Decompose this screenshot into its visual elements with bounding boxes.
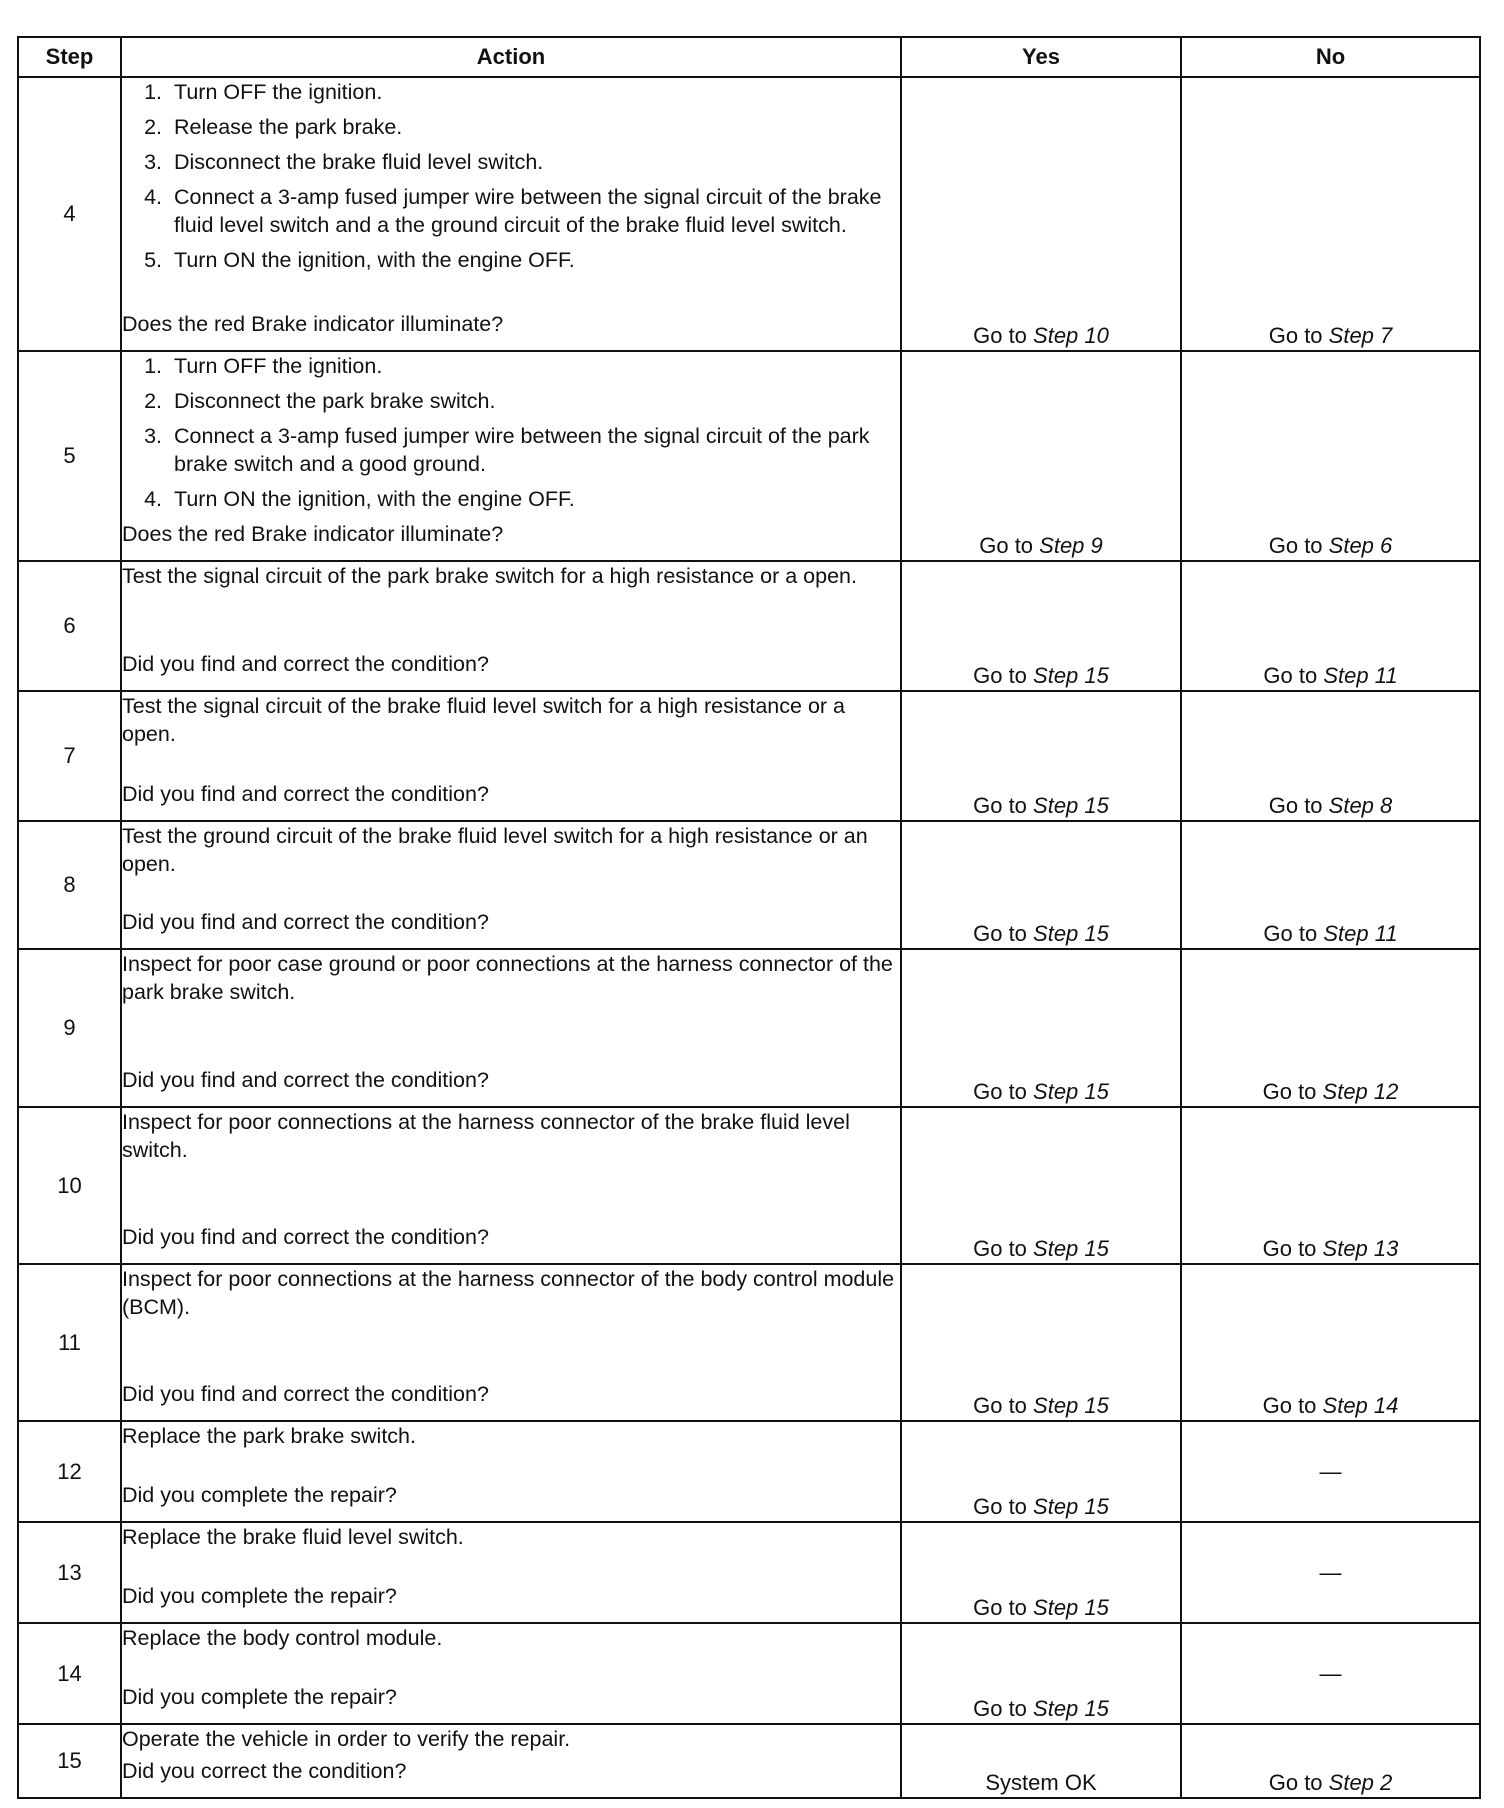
- action-description: Operate the vehicle in order to verify the repair.: [122, 1727, 571, 1751]
- action-description: Test the ground circuit of the brake fluid level switch for a high resistance or an open.: [122, 824, 868, 876]
- no-dash: —: [1319, 1660, 1342, 1686]
- goto-prefix: Go to: [979, 533, 1040, 558]
- action-body: [122, 352, 900, 520]
- procedure-item: 2. Release the park brake.: [168, 113, 900, 141]
- goto-prefix: Go to: [973, 1393, 1034, 1418]
- answer-text: System OK: [985, 1770, 1097, 1795]
- no-dash: —: [1319, 1559, 1342, 1585]
- action-description: Test the signal circuit of the park brake switch for a high resistance or a open.: [122, 564, 857, 588]
- step-number: 8: [18, 821, 121, 949]
- action-description: Replace the brake fluid level switch.: [122, 1525, 464, 1549]
- yes-cell: [901, 1421, 1181, 1522]
- action-body: [122, 78, 900, 281]
- action-cell: [121, 1107, 901, 1264]
- step-reference: Step 11: [1323, 921, 1398, 946]
- action-cell: [121, 821, 901, 949]
- step-number: 7: [18, 691, 121, 821]
- step-number: 12: [18, 1421, 121, 1522]
- yes-cell: [901, 1107, 1181, 1264]
- no-cell: [1181, 821, 1480, 949]
- step-reference: Step 15: [1033, 663, 1109, 688]
- action-description: Test the signal circuit of the brake fluid level switch for a high resistance or a open.: [122, 694, 845, 746]
- action-body: [122, 1624, 900, 1652]
- action-content: [122, 822, 900, 936]
- step-reference: Step 12: [1322, 1079, 1399, 1104]
- procedure-item: 2. Disconnect the park brake switch.: [168, 387, 900, 415]
- no-cell: [1181, 1623, 1480, 1724]
- action-question: Did you complete the repair?: [122, 1584, 397, 1608]
- action-body: [122, 1422, 900, 1450]
- no-cell: [1181, 1421, 1480, 1522]
- goto-prefix: Go to: [1268, 1770, 1329, 1795]
- goto-prefix: Go to: [973, 1696, 1034, 1721]
- step-reference: Step 15: [1033, 1393, 1109, 1418]
- procedure-item: 3. Disconnect the brake fluid level switch.: [168, 148, 900, 176]
- action-body: [122, 562, 900, 590]
- action-description: Inspect for poor case ground or poor connections at the harness connector of the park brake switch.: [122, 952, 893, 1004]
- header-action: Action: [121, 37, 901, 77]
- step-row-7: [18, 691, 1480, 821]
- step-row-10: [18, 1107, 1480, 1264]
- action-content: [122, 1725, 900, 1785]
- action-cell: [121, 1264, 901, 1421]
- action-body: [122, 950, 900, 1006]
- action-cell: [121, 561, 901, 691]
- procedure-item: 4. Turn ON the ignition, with the engine OFF.: [168, 485, 900, 513]
- goto-prefix: Go to: [1268, 323, 1329, 348]
- action-description: Replace the body control module.: [122, 1626, 443, 1650]
- no-cell: [1181, 1264, 1480, 1421]
- step-row-15: [18, 1724, 1480, 1798]
- header-row: [18, 37, 1480, 77]
- action-body: [122, 1108, 900, 1164]
- header-step: Step: [18, 37, 121, 77]
- goto-prefix: Go to: [1262, 1393, 1323, 1418]
- goto-prefix: Go to: [973, 921, 1034, 946]
- procedure-item: 1. Turn OFF the ignition.: [168, 352, 900, 380]
- action-cell: [121, 77, 901, 351]
- step-reference: Step 14: [1322, 1393, 1399, 1418]
- action-cell: [121, 1421, 901, 1522]
- action-question: Did you complete the repair?: [122, 1483, 397, 1507]
- yes-cell: [901, 1724, 1181, 1798]
- yes-cell: [901, 949, 1181, 1107]
- action-question: Did you find and correct the condition?: [122, 782, 489, 806]
- goto-prefix: Go to: [973, 1236, 1034, 1261]
- step-reference: Step 15: [1033, 921, 1109, 946]
- goto-prefix: Go to: [1263, 663, 1324, 688]
- header-no: No: [1181, 37, 1480, 77]
- goto-prefix: Go to: [1268, 533, 1329, 558]
- procedure-list: [122, 352, 900, 513]
- action-content: [122, 1265, 900, 1408]
- step-reference: Step 15: [1033, 1079, 1109, 1104]
- step-reference: Step 8: [1328, 793, 1393, 818]
- procedure-item: 5. Turn ON the ignition, with the engine OFF.: [168, 246, 900, 274]
- goto-prefix: Go to: [973, 1494, 1034, 1519]
- action-cell: [121, 1522, 901, 1623]
- no-dash: —: [1319, 1458, 1342, 1484]
- goto-prefix: Go to: [973, 323, 1034, 348]
- step-number: 11: [18, 1264, 121, 1421]
- step-number: 13: [18, 1522, 121, 1623]
- no-cell: [1181, 561, 1480, 691]
- step-reference: Step 10: [1033, 323, 1109, 348]
- step-row-6: [18, 561, 1480, 691]
- action-content: [122, 1624, 900, 1711]
- yes-cell: [901, 821, 1181, 949]
- step-reference: Step 6: [1328, 533, 1393, 558]
- action-body: [122, 692, 900, 748]
- goto-prefix: Go to: [1268, 793, 1329, 818]
- step-row-8: [18, 821, 1480, 949]
- step-number: 4: [18, 77, 121, 351]
- goto-prefix: Go to: [1263, 921, 1324, 946]
- action-question: Did you complete the repair?: [122, 1685, 397, 1709]
- action-content: [122, 1108, 900, 1251]
- diagnostic-table: [17, 36, 1481, 1799]
- action-question: Did you find and correct the condition?: [122, 1225, 489, 1249]
- step-row-9: [18, 949, 1480, 1107]
- step-reference: Step 15: [1033, 1595, 1109, 1620]
- goto-prefix: Go to: [973, 1079, 1034, 1104]
- step-reference: Step 15: [1033, 1236, 1109, 1261]
- step-number: 15: [18, 1724, 121, 1798]
- procedure-item: 3. Connect a 3-amp fused jumper wire between the signal circuit of the park brake switch and a good ground.: [168, 422, 900, 478]
- step-reference: Step 15: [1033, 793, 1109, 818]
- no-cell: [1181, 1522, 1480, 1623]
- step-number: 14: [18, 1623, 121, 1724]
- action-body: [122, 1265, 900, 1321]
- goto-prefix: Go to: [973, 663, 1034, 688]
- step-reference: Step 7: [1328, 323, 1393, 348]
- yes-cell: [901, 1264, 1181, 1421]
- action-body: [122, 822, 900, 878]
- step-row-4: [18, 77, 1480, 351]
- step-reference: Step 9: [1039, 533, 1103, 558]
- action-cell: [121, 691, 901, 821]
- step-reference: Step 2: [1328, 1770, 1393, 1795]
- action-body: [122, 1523, 900, 1551]
- no-cell: [1181, 691, 1480, 821]
- step-number: 10: [18, 1107, 121, 1264]
- procedure-item: 4. Connect a 3-amp fused jumper wire between the signal circuit of the brake fluid level switch and a the ground circuit of the brake fluid level switch.: [168, 183, 900, 239]
- action-content: [122, 950, 900, 1094]
- goto-prefix: Go to: [1262, 1236, 1323, 1261]
- action-description: Inspect for poor connections at the harness connector of the brake fluid level switch.: [122, 1110, 850, 1162]
- action-cell: [121, 1724, 901, 1798]
- step-number: 5: [18, 351, 121, 561]
- step-reference: Step 11: [1323, 663, 1398, 688]
- goto-prefix: Go to: [973, 793, 1034, 818]
- yes-cell: [901, 351, 1181, 561]
- action-cell: [121, 949, 901, 1107]
- action-question: Did you find and correct the condition?: [122, 652, 489, 676]
- action-content: [122, 1422, 900, 1509]
- yes-cell: [901, 691, 1181, 821]
- action-description: Replace the park brake switch.: [122, 1424, 416, 1448]
- no-cell: [1181, 77, 1480, 351]
- action-cell: [121, 1623, 901, 1724]
- step-reference: Step 15: [1033, 1696, 1109, 1721]
- yes-cell: [901, 1623, 1181, 1724]
- step-number: 6: [18, 561, 121, 691]
- action-content: [122, 562, 900, 678]
- procedure-list: [122, 78, 900, 274]
- goto-prefix: Go to: [973, 1595, 1034, 1620]
- action-cell: [121, 351, 901, 561]
- step-number: 9: [18, 949, 121, 1107]
- step-row-11: [18, 1264, 1480, 1421]
- step-row-14: [18, 1623, 1480, 1724]
- yes-cell: [901, 561, 1181, 691]
- action-body: [122, 1725, 900, 1753]
- no-cell: [1181, 351, 1480, 561]
- action-description: Inspect for poor connections at the harness connector of the body control module (BCM).: [122, 1267, 895, 1319]
- no-cell: [1181, 1724, 1480, 1798]
- step-row-12: [18, 1421, 1480, 1522]
- action-question: Did you correct the condition?: [122, 1759, 407, 1783]
- step-reference: Step 15: [1033, 1494, 1109, 1519]
- yes-cell: [901, 1522, 1181, 1623]
- goto-prefix: Go to: [1262, 1079, 1323, 1104]
- action-question: Did you find and correct the condition?: [122, 1068, 489, 1092]
- table-body: [18, 77, 1480, 1798]
- yes-cell: [901, 77, 1181, 351]
- step-reference: Step 13: [1322, 1236, 1399, 1261]
- step-row-5: [18, 351, 1480, 561]
- action-question: Does the red Brake indicator illuminate?: [122, 312, 504, 336]
- no-cell: [1181, 949, 1480, 1107]
- action-content: [122, 1523, 900, 1610]
- step-row-13: [18, 1522, 1480, 1623]
- action-content: [122, 352, 900, 548]
- action-question: Did you find and correct the condition?: [122, 1382, 489, 1406]
- action-question: Does the red Brake indicator illuminate?: [122, 522, 504, 546]
- procedure-item: 1. Turn OFF the ignition.: [168, 78, 900, 106]
- action-content: [122, 692, 900, 808]
- action-question: Did you find and correct the condition?: [122, 910, 489, 934]
- no-cell: [1181, 1107, 1480, 1264]
- action-content: [122, 78, 900, 338]
- header-yes: Yes: [901, 37, 1181, 77]
